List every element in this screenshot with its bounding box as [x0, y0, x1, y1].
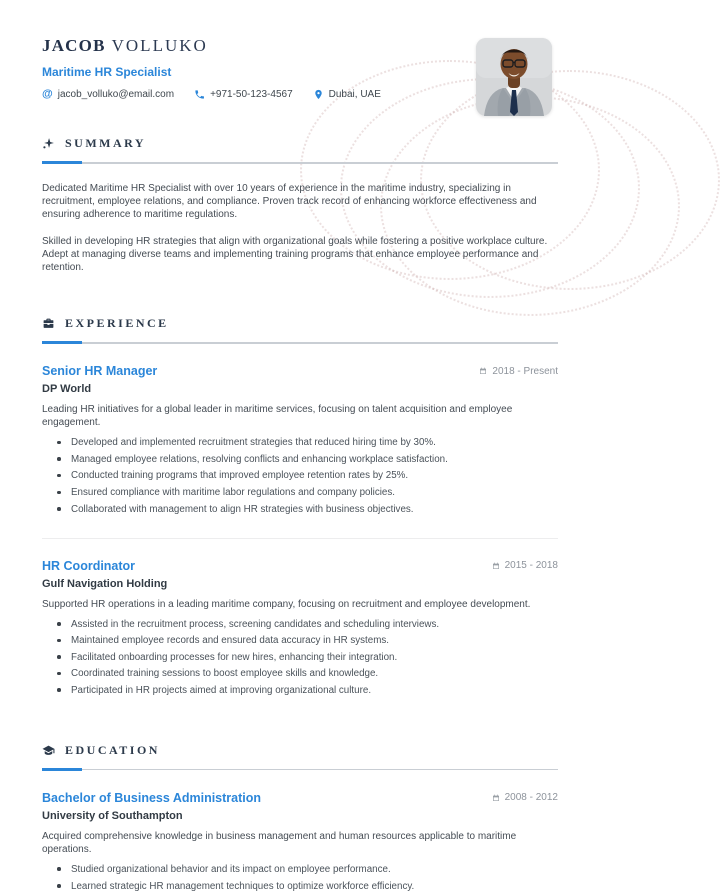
graduation-cap-icon — [42, 744, 55, 757]
calendar-icon — [479, 367, 487, 375]
last-name: VOLLUKO — [111, 36, 208, 55]
summary-title: SUMMARY — [65, 136, 147, 150]
school-name: University of Southampton — [42, 809, 183, 822]
job-dates-text: 2015 - 2018 — [504, 560, 558, 572]
bullet-item: Facilitated onboarding processes for new hires, enhancing their integration. — [57, 651, 558, 664]
job-dates — [479, 366, 558, 377]
briefcase-icon — [42, 317, 55, 330]
experience-header — [42, 316, 558, 331]
education-dates — [492, 792, 558, 803]
experience-title: EXPERIENCE — [65, 316, 169, 331]
bullet-item: Managed employee relations, resolving conflicts and enhancing workplace satisfaction. — [57, 453, 558, 466]
location-text: Dubai, UAE — [328, 89, 381, 100]
section-summary — [42, 136, 558, 274]
bullet-list — [57, 863, 558, 893]
calendar-icon — [492, 562, 500, 570]
job-dates-text: 2018 - Present — [492, 365, 558, 377]
first-name: JACOB — [42, 36, 106, 55]
location-pin-icon — [313, 89, 324, 100]
bullet-list — [57, 436, 558, 515]
profile-photo — [476, 38, 552, 116]
phone-text: +971-50-123-4567 — [210, 89, 293, 100]
job-description: Supported HR operations in a leading maritime company, focusing on recruitment and employee development. — [42, 598, 531, 610]
education-rule — [42, 768, 558, 771]
email-text: jacob_volluko@email.com — [57, 89, 175, 100]
bullet-item: Studied organizational behavior and its impact on employee performance. — [57, 863, 558, 876]
company-name: DP World — [42, 383, 92, 396]
contact-phone — [194, 89, 293, 100]
bullet-item: Maintained employee records and ensured data accuracy in HR systems. — [57, 634, 558, 647]
education-header — [42, 743, 558, 758]
bullet-list — [57, 618, 558, 697]
section-education — [42, 743, 558, 893]
education-title: EDUCATION — [65, 742, 160, 757]
job-divider — [42, 538, 558, 539]
job-dates — [492, 560, 558, 571]
bullet-item: Participated in HR projects aimed at improving organizational culture. — [57, 684, 558, 697]
summary-paragraph: Dedicated Maritime HR Specialist with over 10 years of experience in the maritime industry, specializing in recruitment, employee relations, and compliance. Proven track record of enhancing workforce effectiveness and ensuring adherence to maritime regulations. — [42, 183, 537, 221]
job-description: Leading HR initiatives for a global leader in maritime services, focusing on talent acquisition and employee engagement. — [42, 404, 513, 429]
bullet-item: Ensured compliance with maritime labor regulations and company policies. — [57, 486, 558, 499]
bullet-item: Learned strategic HR management techniques to optimize workforce efficiency. — [57, 880, 558, 893]
contact-email — [42, 89, 174, 100]
degree-title-row — [42, 791, 558, 805]
job-title: HR Coordinator — [42, 558, 136, 573]
summary-header — [42, 136, 558, 151]
summary-rule — [42, 161, 558, 164]
experience-rule — [42, 341, 558, 344]
at-icon: @ — [42, 88, 53, 100]
bullet-item: Coordinated training sessions to boost employee skills and knowledge. — [57, 667, 558, 680]
education-description: Acquired comprehensive knowledge in business management and human resources applicable to maritime operations. — [42, 830, 517, 855]
sparkle-icon — [42, 137, 55, 150]
bullet-item: Developed and implemented recruitment strategies that reduced hiring time by 30%. — [57, 436, 558, 449]
summary-paragraph: Skilled in developing HR strategies that align with organizational goals while fostering a positive workplace culture. Adept at managing diverse teams and implementing training programs that enhance employee performance and retention. — [42, 235, 548, 274]
job-entry — [42, 364, 558, 515]
degree-name: Bachelor of Business Administration — [42, 790, 262, 805]
job-entry — [42, 559, 558, 697]
education-dates-text: 2008 - 2012 — [504, 792, 558, 804]
candidate-title: Maritime HR Specialist — [42, 65, 172, 79]
bullet-item: Conducted training programs that improved employee retention rates by 25%. — [57, 469, 558, 482]
calendar-icon — [492, 794, 500, 802]
bullet-item: Assisted in the recruitment process, screening candidates and scheduling interviews. — [57, 618, 558, 631]
job-title-row — [42, 364, 558, 378]
contact-location — [313, 89, 381, 100]
job-title-row — [42, 559, 558, 573]
job-title: Senior HR Manager — [42, 364, 158, 379]
section-experience — [42, 316, 558, 697]
phone-icon — [194, 89, 205, 100]
company-name: Gulf Navigation Holding — [42, 577, 168, 590]
bullet-item: Collaborated with management to align HR strategies with business objectives. — [57, 503, 558, 516]
education-entry — [42, 791, 558, 893]
